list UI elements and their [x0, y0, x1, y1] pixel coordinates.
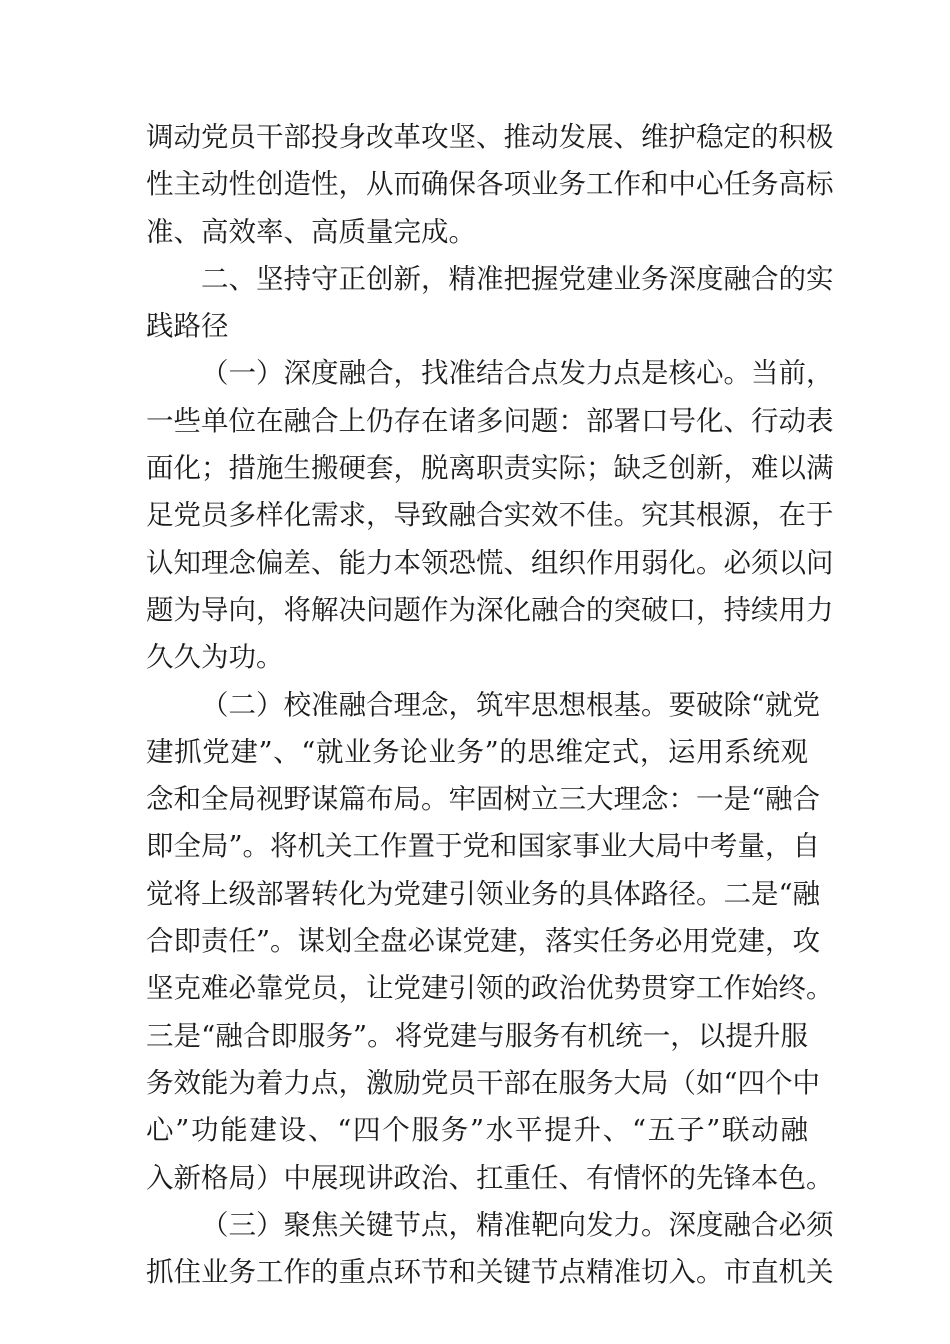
- text-line: 即全局”。将机关工作置于党和国家事业大局中考量，自: [146, 830, 821, 863]
- text-line: 久久为功。: [146, 641, 284, 674]
- text-line: 面化；措施生搬硬套，脱离职责实际；缺乏创新，难以满: [146, 452, 834, 485]
- text-line: 合即责任”。谋划全盘必谋党建，落实任务必用党建，攻: [146, 925, 821, 958]
- document-body: [146, 114, 834, 1296]
- text-line: 足党员多样化需求，导致融合实效不佳。究其根源，在于: [146, 499, 834, 532]
- text-line: 坚克难必靠党员，让党建引领的政治优势贯穿工作始终。: [146, 972, 834, 1005]
- text-line: 二、坚持守正创新，精准把握党建业务深度融合的实: [201, 262, 834, 295]
- text-line: 入新格局）中展现讲政治、扛重任、有情怀的先锋本色。: [146, 1161, 834, 1194]
- text-line: （三）聚焦关键节点，精准靶向发力。深度融合必须: [201, 1208, 834, 1241]
- text-line: 调动党员干部投身改革攻坚、推动发展、维护稳定的积极: [146, 121, 834, 153]
- text-line: 务效能为着力点，激励党员干部在服务大局（如“四个中: [146, 1066, 821, 1099]
- text-line: （一）深度融合，找准结合点发力点是核心。当前，: [201, 357, 834, 390]
- text-line: 三是“融合即服务”。将党建与服务有机统一，以提升服: [146, 1019, 808, 1052]
- text-line: 抓住业务工作的重点环节和关键节点精准切入。市直机关: [146, 1256, 834, 1289]
- text-line: 准、高效率、高质量完成。: [146, 215, 476, 248]
- text-line: 认知理念偏差、能力本领恐慌、组织作用弱化。必须以问: [146, 546, 834, 579]
- text-line: （二）校准融合理念，筑牢思想根基。要破除“就党: [201, 688, 821, 721]
- text-line: 建抓党建”、“就业务论业务”的思维定式，运用系统观: [146, 735, 808, 768]
- text-line: 一些单位在融合上仍存在诸多问题：部署口号化、行动表: [146, 404, 834, 437]
- text-line: 心”功能建设、“四个服务”水平提升、“五子”联动融: [146, 1114, 808, 1147]
- text-line: 性主动性创造性，从而确保各项业务工作和中心任务高标: [146, 168, 834, 201]
- text-line: 觉将上级部署转化为党建引领业务的具体路径。二是“融: [146, 877, 821, 910]
- text-line: 题为导向，将解决问题作为深化融合的突破口，持续用力: [146, 593, 834, 626]
- text-line: 践路径: [146, 310, 229, 343]
- text-line: 念和全局视野谋篇布局。牢固树立三大理念：一是“融合: [146, 783, 821, 816]
